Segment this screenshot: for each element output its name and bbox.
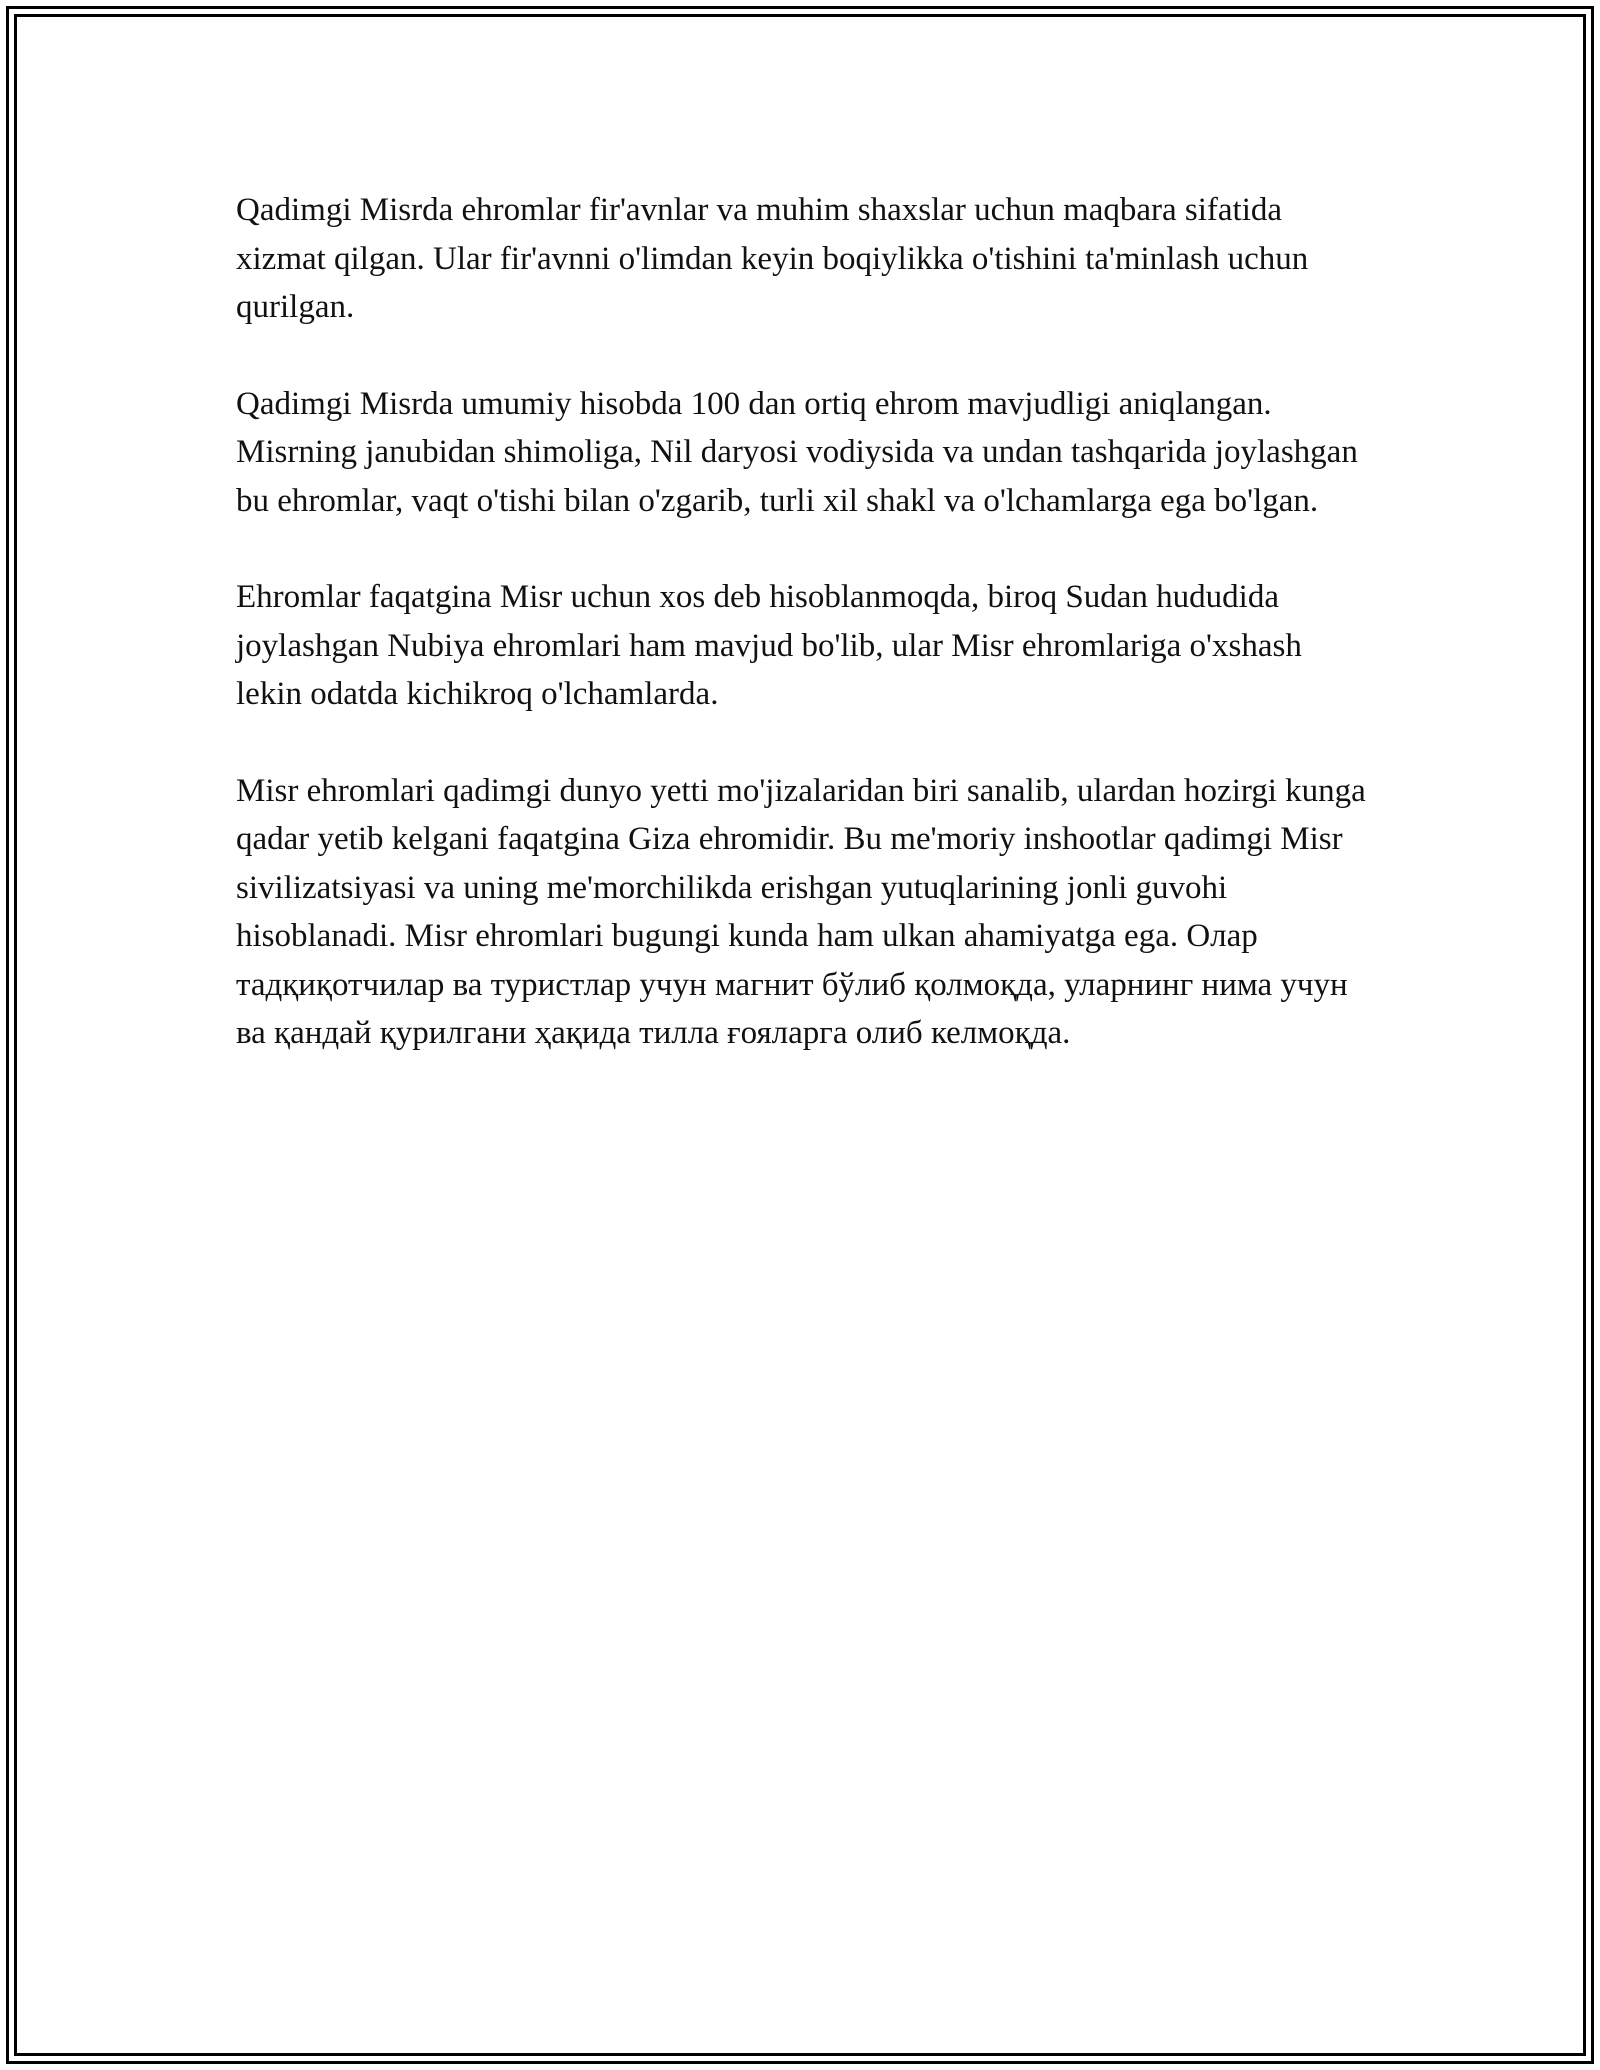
document-body bbox=[236, 186, 1366, 1106]
paragraph-1: Qadimgi Misrda ehromlar fir'avnlar va muhim shaxslar uchun maqbara sifatida xizmat qilgan. Ular fir'avnni o'limdan keyin boqiylikka o'tishini ta'minlash uchun qurilgan. bbox=[236, 192, 1309, 325]
paragraph-3: Ehromlar faqatgina Misr uchun xos deb hisoblanmoqda, biroq Sudan hududida joylashgan Nubiya ehromlari ham mavjud bo'lib, ular Misr ehromlariga o'xshash lekin odatda kichikroq o'lchamlarda. bbox=[236, 579, 1302, 712]
paragraph-4: Misr ehromlari qadimgi dunyo yetti mo'jizalaridan biri sanalib, ulardan hozirgi kunga qadar yetib kelgani faqatgina Giza ehromidir. Bu me'moriy inshootlar qadimgi Misr sivilizatsiyasi va uning me'morchilikda erishgan yutuqlarining jonli guvohi hisoblanadi. Misr ehromlari bugungi kunda ham ulkan ahamiyatga ega. Олар тадқиқотчилар ва туристлар учун магнит бўлиб қолмоқда, уларнинг нима учун ва қандай қурилгани ҳақида тилла ғояларга олиб келмоқда. bbox=[236, 772, 1366, 1051]
paragraph-2: Qadimgi Misrda umumiy hisobda 100 dan ortiq ehrom mavjudligi aniqlangan. Misrning janubidan shimoliga, Nil daryosi vodiysida va undan tashqarida joylashgan bu ehromlar, vaqt o'tishi bilan o'zgarib, turli xil shakl va o'lchamlarga ega bo'lgan. bbox=[236, 385, 1358, 519]
